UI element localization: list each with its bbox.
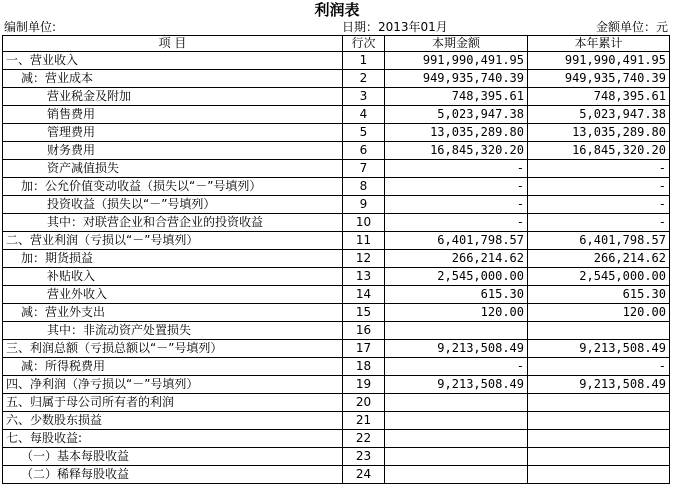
- row-item-label: 二、营业利润（亏损以“－”号填列）: [3, 232, 343, 250]
- row-item-label: 减：营业外支出: [3, 304, 343, 322]
- row-ytd-amount: -: [528, 160, 670, 178]
- table-row: [3, 232, 670, 250]
- table-row: [3, 466, 670, 484]
- row-item-label: 加：公允价值变动收益（损失以“－”号填列）: [3, 178, 343, 196]
- row-current-amount: 13,035,289.80: [385, 124, 528, 142]
- row-current-amount: 2,545,000.00: [385, 268, 528, 286]
- row-line-no: 4: [343, 106, 385, 124]
- table-row: [3, 358, 670, 376]
- row-line-no: 7: [343, 160, 385, 178]
- row-ytd-amount: 6,401,798.57: [528, 232, 670, 250]
- row-item-label: 七、每股收益:: [3, 430, 343, 448]
- table-row: [3, 286, 670, 304]
- row-ytd-amount: [528, 322, 670, 340]
- table-row: [3, 52, 670, 70]
- row-ytd-amount: [528, 466, 670, 484]
- table-row: [3, 142, 670, 160]
- table-row: [3, 394, 670, 412]
- row-current-amount: 266,214.62: [385, 250, 528, 268]
- row-item-label: 销售费用: [3, 106, 343, 124]
- row-line-no: 21: [343, 412, 385, 430]
- row-item-label: （一）基本每股收益: [3, 448, 343, 466]
- row-current-amount: 9,213,508.49: [385, 340, 528, 358]
- table-row: [3, 304, 670, 322]
- row-current-amount: [385, 448, 528, 466]
- row-ytd-amount: 16,845,320.20: [528, 142, 670, 160]
- row-item-label: 四、净利润（净亏损以“－”号填列）: [3, 376, 343, 394]
- table-row: [3, 196, 670, 214]
- table-row: [3, 340, 670, 358]
- report-date: 日期：2013年01月: [342, 20, 448, 34]
- row-ytd-amount: 266,214.62: [528, 250, 670, 268]
- row-line-no: 16: [343, 322, 385, 340]
- header-current-amount: 本期金额: [385, 36, 528, 52]
- row-current-amount: -: [385, 160, 528, 178]
- row-item-label: 减：所得税费用: [3, 358, 343, 376]
- row-current-amount: [385, 466, 528, 484]
- row-line-no: 24: [343, 466, 385, 484]
- row-ytd-amount: 5,023,947.38: [528, 106, 670, 124]
- row-line-no: 9: [343, 196, 385, 214]
- row-item-label: （二）稀释每股收益: [3, 466, 343, 484]
- row-ytd-amount: [528, 448, 670, 466]
- row-line-no: 22: [343, 430, 385, 448]
- header-row: [3, 36, 670, 52]
- table-row: [3, 412, 670, 430]
- header-ytd-amount: 本年累计: [528, 36, 670, 52]
- table-row: [3, 178, 670, 196]
- row-line-no: 17: [343, 340, 385, 358]
- row-line-no: 18: [343, 358, 385, 376]
- row-line-no: 15: [343, 304, 385, 322]
- row-ytd-amount: 120.00: [528, 304, 670, 322]
- row-current-amount: [385, 394, 528, 412]
- row-line-no: 20: [343, 394, 385, 412]
- row-item-label: 管理费用: [3, 124, 343, 142]
- row-current-amount: 991,990,491.95: [385, 52, 528, 70]
- row-line-no: 13: [343, 268, 385, 286]
- row-line-no: 19: [343, 376, 385, 394]
- row-ytd-amount: 9,213,508.49: [528, 340, 670, 358]
- row-current-amount: -: [385, 358, 528, 376]
- row-current-amount: 5,023,947.38: [385, 106, 528, 124]
- row-current-amount: -: [385, 196, 528, 214]
- table-row: [3, 214, 670, 232]
- row-line-no: 1: [343, 52, 385, 70]
- row-item-label: 其中：对联营企业和合营企业的投资收益: [3, 214, 343, 232]
- table-row: [3, 250, 670, 268]
- table-row: [3, 160, 670, 178]
- row-line-no: 12: [343, 250, 385, 268]
- row-current-amount: [385, 412, 528, 430]
- row-item-label: 营业外收入: [3, 286, 343, 304]
- row-current-amount: [385, 322, 528, 340]
- row-line-no: 6: [343, 142, 385, 160]
- row-ytd-amount: 13,035,289.80: [528, 124, 670, 142]
- row-item-label: 一、营业收入: [3, 52, 343, 70]
- row-current-amount: 949,935,740.39: [385, 70, 528, 88]
- row-current-amount: -: [385, 178, 528, 196]
- row-line-no: 23: [343, 448, 385, 466]
- row-ytd-amount: -: [528, 358, 670, 376]
- row-item-label: 补贴收入: [3, 268, 343, 286]
- row-ytd-amount: 2,545,000.00: [528, 268, 670, 286]
- row-ytd-amount: [528, 430, 670, 448]
- row-line-no: 14: [343, 286, 385, 304]
- row-current-amount: 748,395.61: [385, 88, 528, 106]
- row-ytd-amount: [528, 412, 670, 430]
- table-row: [3, 430, 670, 448]
- row-ytd-amount: [528, 394, 670, 412]
- row-current-amount: 16,845,320.20: [385, 142, 528, 160]
- row-item-label: 其中：非流动资产处置损失: [3, 322, 343, 340]
- row-ytd-amount: -: [528, 178, 670, 196]
- income-statement-table: [2, 35, 670, 484]
- table-row: [3, 106, 670, 124]
- row-item-label: 六、少数股东损益: [3, 412, 343, 430]
- row-current-amount: 615.30: [385, 286, 528, 304]
- table-body: [3, 52, 670, 484]
- row-line-no: 3: [343, 88, 385, 106]
- table-row: [3, 448, 670, 466]
- currency-unit: 金额单位：元: [595, 20, 668, 34]
- row-ytd-amount: -: [528, 196, 670, 214]
- row-current-amount: 9,213,508.49: [385, 376, 528, 394]
- row-line-no: 11: [343, 232, 385, 250]
- table-row: [3, 268, 670, 286]
- row-current-amount: 6,401,798.57: [385, 232, 528, 250]
- table-row: [3, 376, 670, 394]
- row-ytd-amount: 615.30: [528, 286, 670, 304]
- row-item-label: 投资收益（损失以“－”号填列）: [3, 196, 343, 214]
- row-current-amount: -: [385, 214, 528, 232]
- table-row: [3, 70, 670, 88]
- table-row: [3, 322, 670, 340]
- header-item: 项 目: [3, 36, 343, 52]
- row-current-amount: 120.00: [385, 304, 528, 322]
- row-line-no: 10: [343, 214, 385, 232]
- row-current-amount: [385, 430, 528, 448]
- row-ytd-amount: 9,213,508.49: [528, 376, 670, 394]
- report-title: 利润表: [314, 1, 360, 19]
- row-line-no: 5: [343, 124, 385, 142]
- row-ytd-amount: 748,395.61: [528, 88, 670, 106]
- row-item-label: 减：营业成本: [3, 70, 343, 88]
- row-ytd-amount: 991,990,491.95: [528, 52, 670, 70]
- row-item-label: 五、归属于母公司所有者的利润: [3, 394, 343, 412]
- row-line-no: 8: [343, 178, 385, 196]
- row-ytd-amount: 949,935,740.39: [528, 70, 670, 88]
- row-item-label: 加：期货损益: [3, 250, 343, 268]
- row-line-no: 2: [343, 70, 385, 88]
- table-row: [3, 124, 670, 142]
- row-ytd-amount: -: [528, 214, 670, 232]
- row-item-label: 资产减值损失: [3, 160, 343, 178]
- header-line-no: 行次: [343, 36, 385, 52]
- row-item-label: 三、利润总额（亏损总额以“－”号填列）: [3, 340, 343, 358]
- row-item-label: 营业税金及附加: [3, 88, 343, 106]
- table-row: [3, 88, 670, 106]
- row-item-label: 财务费用: [3, 142, 343, 160]
- preparer-label: 编制单位:: [4, 20, 57, 34]
